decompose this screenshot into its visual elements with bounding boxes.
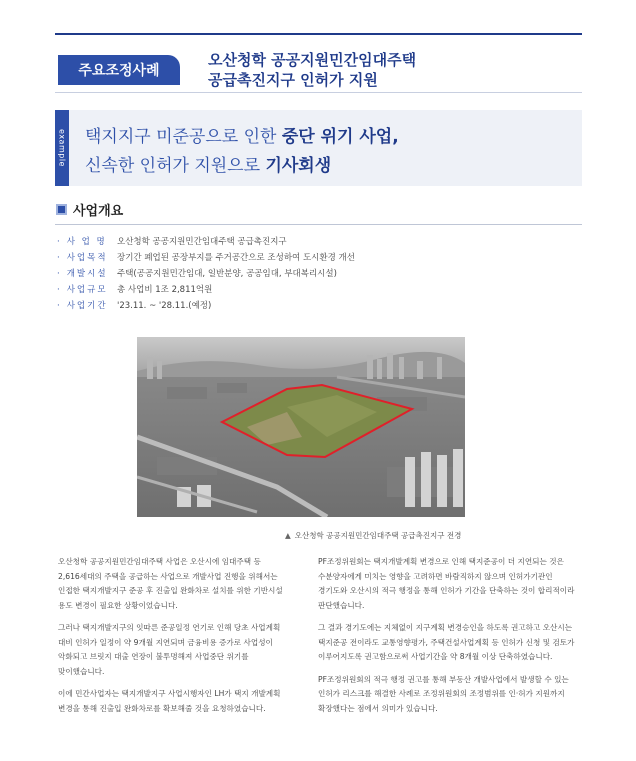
example-line-1 <box>85 122 399 147</box>
overview-row <box>57 284 212 296</box>
overview-row <box>57 268 337 280</box>
example-tag <box>55 110 69 186</box>
overview-value: 장기간 폐업된 공장부지를 주거공간으로 조성하여 도시환경 개선 <box>117 253 355 263</box>
page-title-line2: 공급촉진지구 인허가 지원 <box>208 71 378 89</box>
overview-row <box>57 300 211 312</box>
overview-value: 주택(공공지원민간임대, 일반분양, 공공임대, 부대복리시설) <box>117 269 337 279</box>
body-paragraph: PF조정위원회는 택지개발계획 변경으로 인해 택지준공이 더 지연되는 것은 수분양자에게 미치는 영향을 고려하면 바람직하지 않으며 인허가기관인 경기도와 오산시의 적극 행정을 통해 인허가 기간을 단축하는 것이 합리적이라 판단했습니다. <box>318 557 575 610</box>
body-paragraph: 그 결과 경기도에는 지체없이 지구계획 변경승인을 하도록 권고하고 오산시는 택지준공 전이라도 교통영향평가, 주택건설사업계획 등 인허가 신청 및 검토가 이루어지도록 권고함으로써 사업기간을 약 8개월 이상 단축하였습니다. <box>318 623 575 661</box>
example-line-1-text: 택지지구 미준공으로 인한 <box>85 127 282 147</box>
example-tag-label: example <box>57 129 67 167</box>
overview-label: · 사 업 명 <box>57 236 117 248</box>
overview-label: · 사업목적 <box>57 252 117 264</box>
overview-value: 총 사업비 1조 2,811억원 <box>117 285 213 295</box>
body-paragraph: 이에 민간사업자는 택지개발지구 사업시행자인 LH가 택지 개발계획 변경을 통해 진출입 완화차로를 확보해줄 것을 요청하였습니다. <box>58 689 281 713</box>
body-column-left <box>58 555 296 724</box>
section-title: 사업개요 <box>73 204 124 219</box>
photo-caption <box>285 530 461 541</box>
body-paragraph: 오산청학 공공지원민간임대주택 사업은 오산시에 임대주택 등 2,616세대의 주택을 공급하는 사업으로 개발사업 진행을 위해서는 인접한 택지개발지구 준공 후 진출입 완화차로 설치를 위한 기반시설 용도 변경이 필요한 상황이었습니다. <box>58 557 283 610</box>
overview-label: · 사업규모 <box>57 284 117 296</box>
category-badge-label: 주요조정사례 <box>78 63 160 79</box>
top-rule <box>55 33 582 35</box>
overview-row <box>57 236 287 248</box>
example-line-2-text: 신속한 인허가 지원으로 <box>85 156 266 176</box>
header-divider <box>55 92 582 93</box>
overview-value: 오산청학 공공지원민간임대주택 공급촉진지구 <box>117 237 287 247</box>
overview-label: · 개발시설 <box>57 268 117 280</box>
aerial-photo <box>137 337 465 517</box>
photo-caption-text: 오산청학 공공지원민간임대주택 공급촉진지구 전경 <box>294 531 462 540</box>
example-line-1-emphasis: 중단 위기 사업, <box>281 127 399 147</box>
overview-row <box>57 252 355 264</box>
body-column-right <box>318 555 582 724</box>
example-line-2 <box>85 151 331 176</box>
page-title <box>208 50 508 90</box>
section-square-icon <box>56 204 67 215</box>
body-paragraph: 그러나 택지개발지구의 잇따른 준공일정 연기로 인해 당초 사업계획 대비 인허가 일정이 약 9개월 지연되며 금융비용 증가로 사업성이 악화되고 브릿지 대출 연장이 불투명해져 사업중단 위기를 맞이했습니다. <box>58 623 281 676</box>
triangle-icon: ▲ <box>285 531 291 540</box>
overview-value: '23.11. ~ '28.11.(예정) <box>117 301 212 311</box>
category-badge <box>58 55 180 85</box>
page-title-line1: 오산청학 공공지원민간임대주택 <box>208 51 417 69</box>
body-paragraph: PF조정위원회의 적극 행정 권고를 통해 부동산 개발사업에서 발생할 수 있는 인허가 리스크를 해결한 사례로 조정위원회의 조정범위를 인·허가 지원까지 확장했다는 점에서 의미가 있습니다. <box>318 674 569 713</box>
section-divider <box>55 224 582 225</box>
example-line-2-emphasis: 기사회생 <box>265 156 332 176</box>
overview-label: · 사업기간 <box>57 300 117 312</box>
